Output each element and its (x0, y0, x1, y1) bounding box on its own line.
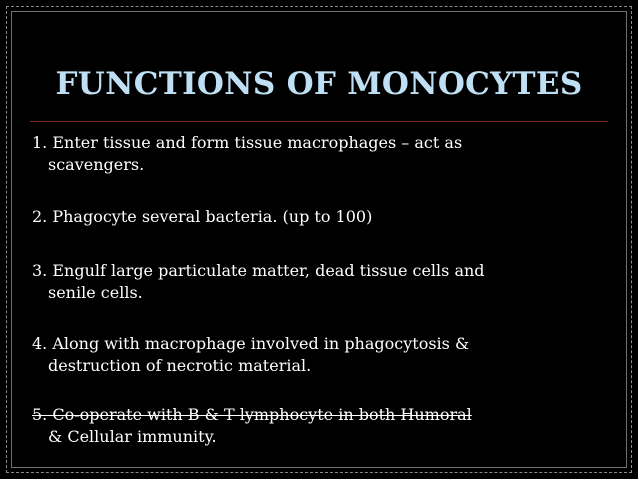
list-item (32, 404, 614, 448)
list-item-line: 1. Enter tissue and form tissue macrophages – act as (32, 133, 463, 152)
list-item-line: 5. Co-operate with B & T lymphocyte in both Humoral (32, 405, 472, 424)
list-item-continuation: senile cells. (48, 283, 143, 302)
list-item (32, 333, 614, 377)
list-item (32, 132, 614, 176)
list-item-line: 3. Engulf large particulate matter, dead tissue cells and (32, 261, 485, 280)
list-item-continuation: destruction of necrotic material. (48, 356, 312, 375)
list-item (32, 260, 614, 304)
slide-title: FUNCTIONS OF MONOCYTES (55, 66, 583, 102)
list-item-continuation: scavengers. (48, 155, 145, 174)
list-item-line: 2. Phagocyte several bacteria. (up to 100) (32, 207, 373, 226)
list-item-continuation: & Cellular immunity. (48, 427, 217, 446)
list-item (32, 206, 614, 228)
list-item-line: 4. Along with macrophage involved in phagocytosis & (32, 334, 470, 353)
title-divider (30, 121, 608, 122)
